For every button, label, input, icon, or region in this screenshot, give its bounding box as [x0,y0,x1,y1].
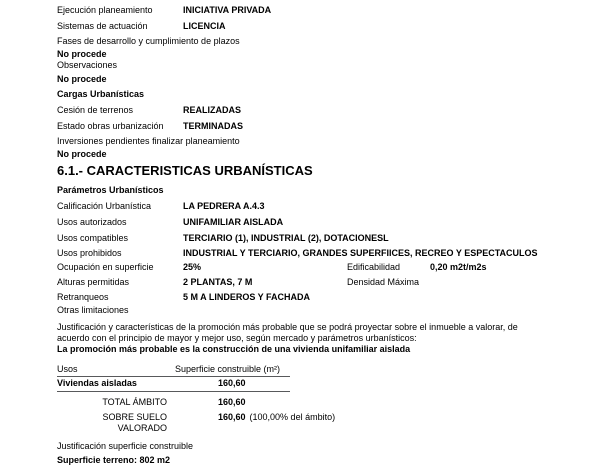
param-value: INDUSTRIAL Y TERCIARIO, GRANDES SUPERFIICES, RECREO Y ESPECTACULOS [183,248,538,258]
uses-table [57,364,600,434]
param-label: Edificabilidad [347,262,401,272]
param-label: Alturas permitidas [57,277,130,287]
param-value: 0,20 m2t/m2s [430,262,487,272]
field-value: INICIATIVA PRIVADA [183,5,272,15]
param-label: Calificación Urbanística [57,201,152,211]
valued-value: 160,60 [218,412,246,422]
valued-label: SOBRE SUELO VALORADO [102,412,167,433]
column-header-usos: Usos [57,364,78,374]
param-value: TERCIARIO (1), INDUSTRIAL (2), DOTACIONESL [183,233,389,243]
field-row [57,121,600,132]
no-procede-text: No procede [57,74,107,84]
cargas-heading: Cargas Urbanísticas [57,89,145,99]
field-label: Cesión de terrenos [57,105,134,115]
total-value: 160,60 [218,397,246,407]
table-row-use: Viviendas aisladas [57,378,137,388]
inversiones-label: Inversiones pendientes finalizar planeamiento [57,136,240,146]
table-row [57,378,600,389]
field-row [57,105,600,116]
justification-paragraph: Justificación y características de la promoción más probable que se podrá proyectar sobre el inmueble a valorar, de acuerdo con el principio de mayor y mejor uso, según mercado y parámetros urbanísticos: [57,322,518,343]
table-rule [57,391,290,392]
param-row [57,262,600,273]
valued-row [57,412,600,434]
column-header-superficie: Superficie construible (m²) [175,364,281,374]
field-label: Estado obras urbanización [57,121,164,131]
field-value: LICENCIA [183,21,226,31]
param-label: Otras limitaciones [57,305,129,315]
total-row [57,397,600,408]
param-value: UNIFAMILIAR AISLADA [183,217,284,227]
param-value: 2 PLANTAS, 7 M [183,277,253,287]
param-row [57,248,600,259]
param-label: Usos prohibidos [57,248,122,258]
section-heading: 6.1.- CARACTERISTICAS URBANÍSTICAS [57,163,313,178]
param-row [57,201,600,212]
no-procede-text: No procede [57,149,107,159]
field-value: TERMINADAS [183,121,243,131]
field-label: Sistemas de actuación [57,21,148,31]
promotion-line: La promoción más probable es la construcción de una vivienda unifamiliar aislada [57,344,411,354]
param-row [57,292,600,303]
table-row-value: 160,60 [218,378,246,388]
fases-label: Fases de desarrollo y cumplimiento de plazos [57,36,240,46]
param-row [57,277,600,288]
param-label: Usos autorizados [57,217,127,227]
justification-superficie-label: Justificación superficie construible [57,441,194,451]
subsection-heading: Parámetros Urbanísticos [57,185,164,195]
valued-percentage: (100,00% del ámbito) [249,412,336,422]
field-label: Ejecución planeamiento [57,5,153,15]
param-label: Ocupación en superficie [57,262,154,272]
table-header [57,364,600,375]
param-row [57,305,600,316]
param-value: 25% [183,262,202,272]
param-label: Retranqueos [57,292,109,302]
param-row [57,217,600,228]
param-value: 5 M A LINDEROS Y FACHADA [183,292,311,302]
observaciones-label: Observaciones [57,60,118,70]
param-row [57,233,600,244]
param-value: LA PEDRERA A.4.3 [183,201,265,211]
table-rule [57,376,290,377]
no-procede-text: No procede [57,49,107,59]
field-value: REALIZADAS [183,105,241,115]
terreno-line: Superficie terreno: 802 m2 [57,455,171,465]
total-label: TOTAL ÁMBITO [102,397,167,407]
param-label: Usos compatibles [57,233,129,243]
field-row [57,21,600,32]
param-label: Densidad Máxima [347,277,420,287]
field-row [57,5,600,16]
